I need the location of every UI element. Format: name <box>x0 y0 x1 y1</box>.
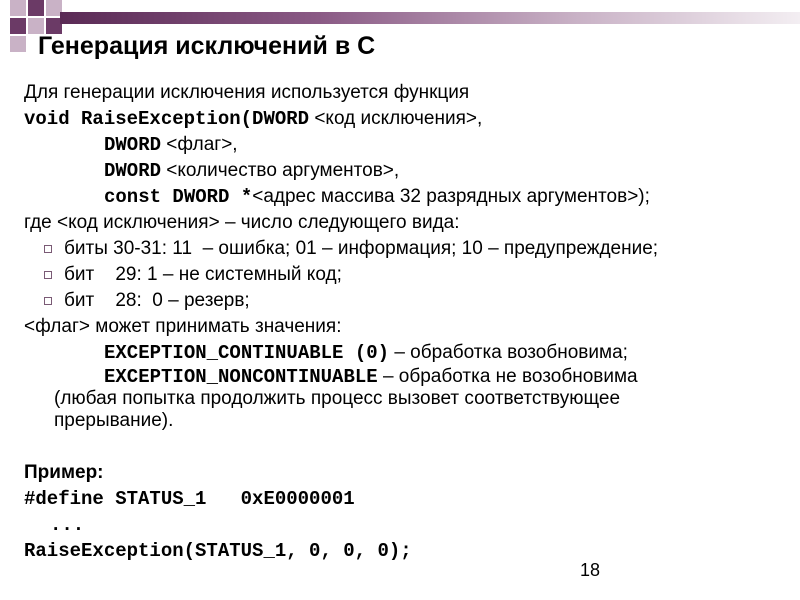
code-text: ... <box>50 514 85 536</box>
code-line <box>24 184 794 210</box>
code-text: EXCEPTION_NONCONTINUABLE <box>104 366 378 388</box>
text-line <box>24 288 794 314</box>
text-line <box>24 262 794 288</box>
text-line <box>24 388 744 432</box>
text-line <box>24 236 794 262</box>
text-line <box>24 80 794 106</box>
code-line <box>24 340 794 366</box>
line-text: (любая попытка продолжить процесс вызовет соответствующее прерывание). <box>54 388 621 431</box>
line-text: – обработка не возобновима <box>382 366 638 387</box>
line-text: <количество аргументов>, <box>166 160 400 181</box>
line-text: – обработка возобновима; <box>394 342 628 363</box>
line-text: <флаг>, <box>166 134 238 155</box>
code-line <box>24 486 794 512</box>
text-line <box>24 314 794 340</box>
deco-square <box>10 18 26 34</box>
code-text: EXCEPTION_CONTINUABLE (0) <box>104 342 390 364</box>
line-text: <код исключения>, <box>314 108 483 129</box>
code-text: DWORD <box>104 134 162 156</box>
code-line <box>24 512 794 538</box>
code-line <box>24 158 794 184</box>
line-text: Для генерации исключения используется функция <box>24 82 470 103</box>
code-text: void RaiseException(DWORD <box>24 108 310 130</box>
code-line <box>24 132 794 158</box>
text-line <box>24 210 794 236</box>
code-text: DWORD <box>104 160 162 182</box>
code-line <box>24 366 794 388</box>
code-line <box>24 106 794 132</box>
spacer <box>24 432 794 460</box>
deco-square <box>10 0 26 16</box>
line-text: бит 28: 0 – резерв; <box>64 290 250 311</box>
header-gradient-band <box>60 12 800 24</box>
code-text: RaiseException(STATUS_1, 0, 0, 0); <box>24 540 412 562</box>
line-text: где <код исключения> – число следующего вида: <box>24 212 460 233</box>
line-text: <адрес массива 32 разрядных аргументов>); <box>252 186 650 207</box>
bullet-icon <box>44 245 52 253</box>
text-line <box>24 460 794 486</box>
page-number: 18 <box>580 560 601 580</box>
slide-title: Генерация исключений в С <box>38 32 376 60</box>
line-text: <флаг> может принимать значения: <box>24 316 342 337</box>
line-text: бит 29: 1 – не системный код; <box>64 264 342 285</box>
code-line <box>24 538 794 564</box>
code-text: const DWORD * <box>104 186 253 208</box>
bullet-icon <box>44 271 52 279</box>
line-text: биты 30-31: 11 – ошибка; 01 – информация; 10 – предупреждение; <box>64 238 659 259</box>
line-text: Пример: <box>24 462 104 483</box>
slide-body <box>24 80 794 564</box>
deco-square <box>28 0 44 16</box>
bullet-icon <box>44 297 52 305</box>
deco-square <box>10 36 26 52</box>
code-text: #define STATUS_1 0xE0000001 <box>24 488 355 510</box>
